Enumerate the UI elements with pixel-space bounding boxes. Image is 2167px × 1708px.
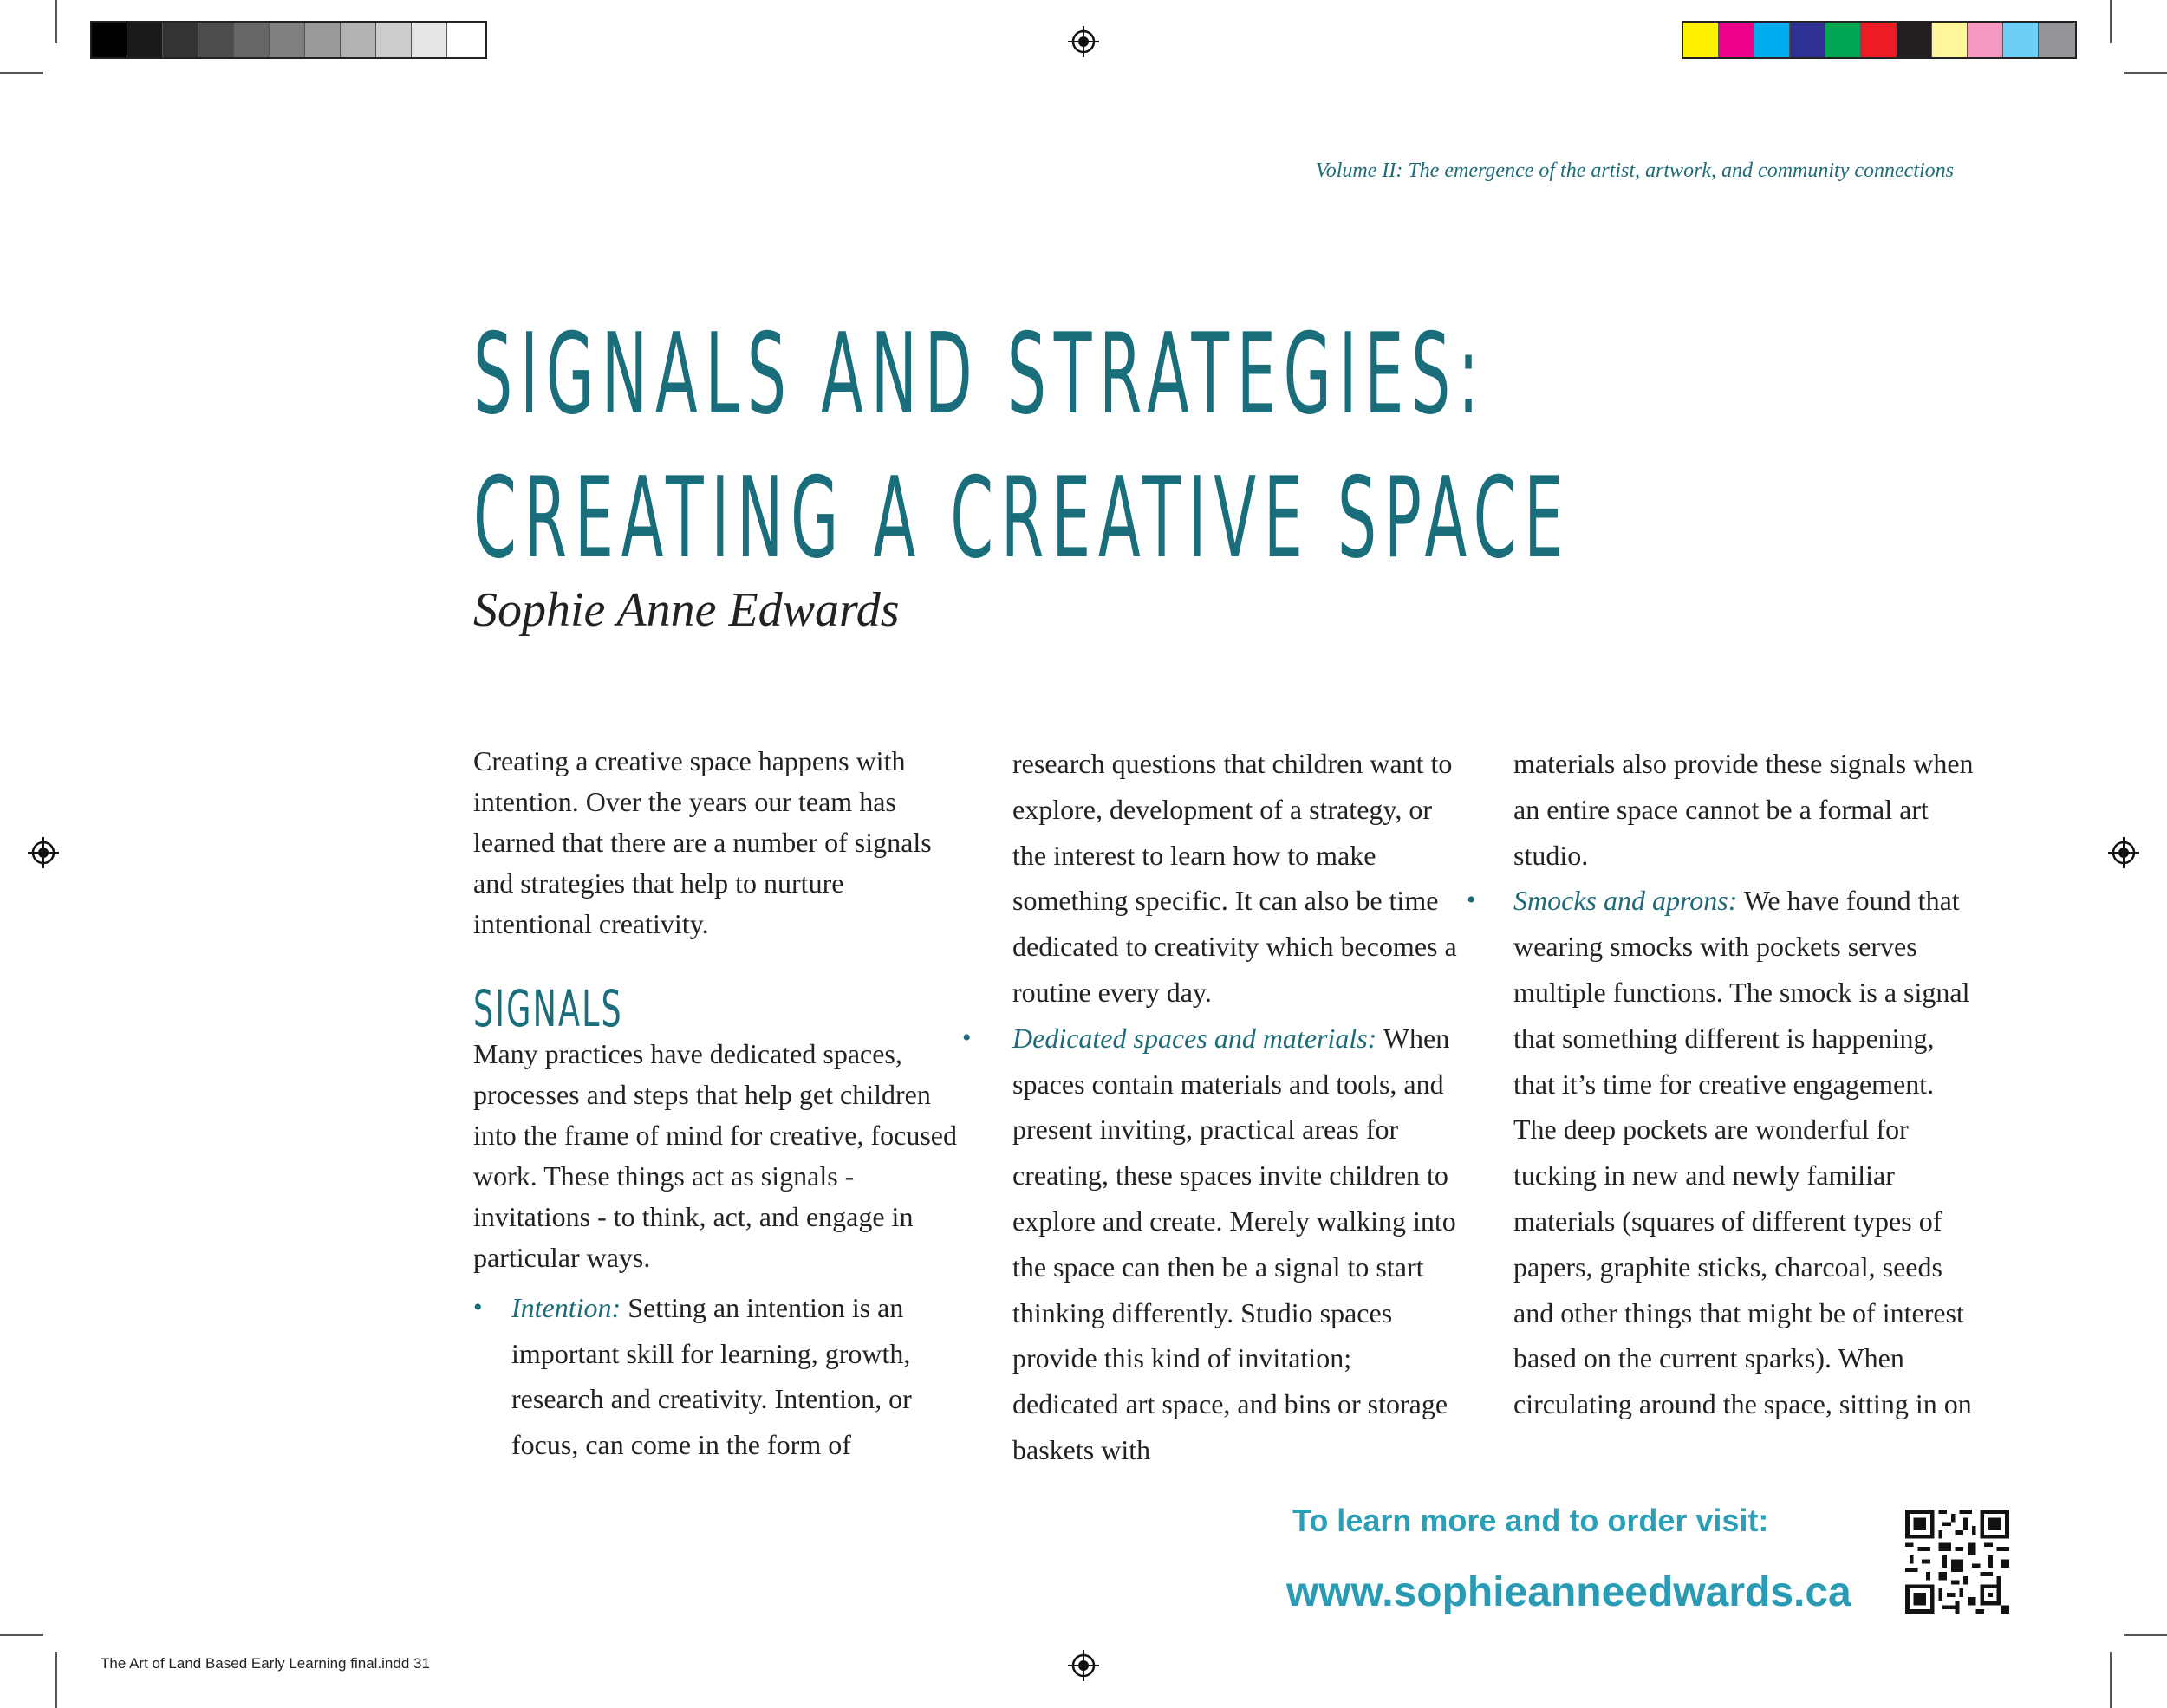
color-swatch [1683, 23, 1719, 57]
color-swatch [1825, 23, 1861, 57]
continued-paragraph: materials also provide these signals when an entire space cannot be a formal art studio. [1513, 748, 1974, 871]
color-swatch [2003, 23, 2039, 57]
gray-swatch [198, 23, 234, 57]
color-swatch [1861, 23, 1897, 57]
title-line-2: CREATING A CREATIVE SPACE [473, 454, 1571, 583]
crop-mark [2124, 72, 2167, 74]
color-bar [1682, 21, 2077, 59]
color-swatch [1790, 23, 1825, 57]
gray-swatch [163, 23, 198, 57]
page-title [473, 303, 1571, 591]
gray-swatch [447, 23, 484, 57]
bullet-term: Smocks and aprons: [1513, 885, 1738, 917]
color-swatch [1897, 23, 1932, 57]
color-swatch [1719, 23, 1754, 57]
text-column-1 [473, 741, 959, 1467]
gray-step-bar [90, 21, 487, 59]
bullet-text: Setting an intention is an important skill for learning, growth, research and creativity. Intention, or focus, can come in the form of [511, 1292, 912, 1460]
section-heading-signals: SIGNALS [473, 979, 623, 1038]
crop-mark [55, 0, 57, 43]
title-line-1: SIGNALS AND STRATEGIES: [473, 310, 1487, 439]
gray-swatch [305, 23, 341, 57]
bullet-dot: • [962, 1023, 972, 1052]
color-swatch [1968, 23, 2003, 57]
bullet-term: Dedicated spaces and materials: [1012, 1022, 1377, 1054]
crop-mark [0, 1634, 43, 1636]
gray-swatch [341, 23, 376, 57]
gray-swatch [92, 23, 127, 57]
gray-swatch [234, 23, 270, 57]
bullet-intention [473, 1285, 959, 1467]
bullet-dedicated-spaces [962, 1016, 1463, 1473]
bullet-smocks [1467, 878, 1982, 1427]
cta-label: To learn more and to order visit: [1292, 1503, 1769, 1538]
gray-swatch [412, 23, 447, 57]
continued-paragraph: research questions that children want to explore, development of a strategy, or the interest to learn how to make something specific. It can also be time dedicated to creativity which becomes a routine every day. [1012, 748, 1457, 1008]
qr-code-icon[interactable] [1905, 1510, 2009, 1614]
bullet-term: Intention: [511, 1292, 621, 1323]
bullet-text: We have found that wearing smocks with pockets serves multiple functions. The smock is a signal that something different is happening, that it’s time for creative engagement. The deep pockets are wonderful for tucking in new and newly familiar materials (squares of different types of papers, graphite sticks, charcoal, seeds and other things that might be of interest based on the current sparks). When circulating around the space, sitting in on [1513, 885, 1972, 1420]
registration-mark-icon [1068, 26, 1099, 57]
signals-paragraph: Many practices have dedicated spaces, processes and steps that help get children into the frame of mind for creative, focused work. These things act as signals - invitations - to think, act, and engage in particular ways. [473, 1038, 957, 1273]
running-head: Volume II: The emergence of the artist, artwork, and community connections [1315, 159, 1954, 182]
text-column-3 [1467, 741, 1982, 1427]
crop-mark [55, 1652, 57, 1708]
color-swatch [2039, 23, 2075, 57]
intro-paragraph: Creating a creative space happens with intention. Over the years our team has learned that there are a number of signals and strategies that help to nurture intentional creativity. [473, 745, 932, 939]
registration-mark-icon [1068, 1650, 1099, 1681]
color-swatch [1754, 23, 1790, 57]
gray-swatch [270, 23, 305, 57]
gray-swatch [376, 23, 412, 57]
file-slug: The Art of Land Based Early Learning final.indd 31 [101, 1655, 430, 1672]
website-link[interactable]: www.sophieanneedwards.ca [1286, 1569, 1851, 1615]
author-name: Sophie Anne Edwards [473, 583, 900, 637]
registration-mark-icon [2108, 837, 2139, 868]
color-swatch [1932, 23, 1968, 57]
registration-mark-icon [28, 837, 59, 868]
bullet-dot: • [473, 1293, 483, 1322]
text-column-2 [962, 741, 1463, 1473]
crop-mark [2124, 1634, 2167, 1636]
bullet-text: When spaces contain materials and tools, and present inviting, practical areas for creating, these spaces invite children to explore and create. Merely walking into the space can then be a signal to start thinking differently. Studio spaces provide this kind of invitation; dedicated art space, and bins or storage baskets with [1012, 1022, 1456, 1465]
gray-swatch [127, 23, 163, 57]
crop-mark [2110, 0, 2112, 43]
crop-mark [0, 72, 43, 74]
crop-mark [2110, 1652, 2112, 1708]
bullet-dot: • [1467, 886, 1476, 915]
